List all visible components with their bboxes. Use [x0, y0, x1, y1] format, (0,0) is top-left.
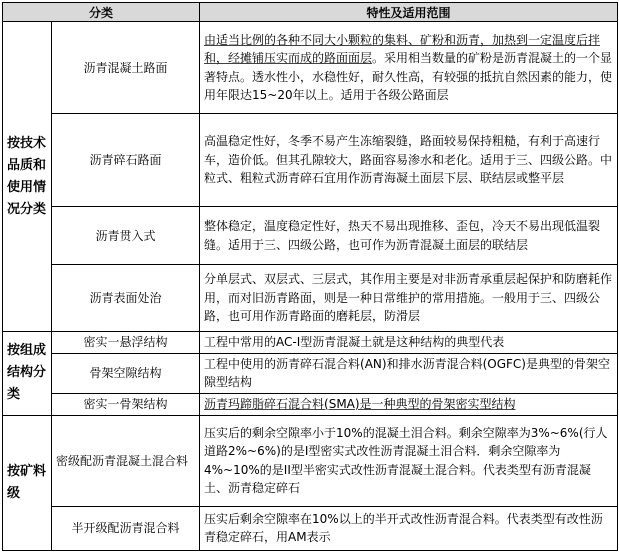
- table-row: [3, 415, 618, 506]
- row-desc: 工程中常用的AC-I型沥青混凝土就是这种结构的典型代表: [200, 332, 618, 354]
- header-category: 分类: [3, 3, 200, 22]
- row-name: 沥青混凝土路面: [52, 22, 200, 114]
- table-row: [3, 506, 618, 550]
- row-name: 沥青碎石路面: [52, 114, 200, 207]
- row-desc: [200, 22, 618, 114]
- row-name: 骨架空隙结构: [52, 353, 200, 393]
- row-desc: [200, 393, 618, 415]
- row-name: 密级配沥青混凝土混合料: [52, 415, 200, 506]
- row-desc: 压实后剩余空隙率在10%以上的半开式改性沥青混合料。代表类型有改性沥青稳定碎石，用AM表示: [200, 506, 618, 550]
- header-row: [3, 3, 618, 22]
- table-row: [3, 393, 618, 415]
- group-label-structure: 按组成结构分类: [3, 332, 52, 416]
- asphalt-classification-table: [2, 2, 618, 551]
- row-desc: 分单层式、双层式、三层式，其作用主要是对非沥青承重层起保护和防磨耗作用，而对旧沥青路面，则是一种日常维护的常用措施。一般用于三、四级公路，也可用作沥青路面的磨耗层，防滑层: [200, 265, 618, 332]
- row-desc-rest: 。采用相当数量的矿粉是沥青混凝土的一个显著特点。透水性小，水稳性好，耐久性高，有较强的抵抗自然因素的能力，使用年限达15~20年以上。适用于各级公路面层: [204, 51, 613, 102]
- table-row: [3, 114, 618, 207]
- row-name: 密实一骨架结构: [52, 393, 200, 415]
- table-row: [3, 207, 618, 265]
- table-row: [3, 22, 618, 114]
- row-desc: 高温稳定性好，冬季不易产生冻缩裂缝，路面较易保持粗糙，有利于高速行车，造价低。但其孔隙较大，路面容易渗水和老化。适用于三、四级公路。中粒式、粗粒式沥青碎石宜用作沥青海凝土面层下层、联结层或整平层: [200, 114, 618, 207]
- row-name: 沥青表面处治: [52, 265, 200, 332]
- row-name: 半开级配沥青混合料: [52, 506, 200, 550]
- row-desc: 整体稳定，温度稳定性好，热天不易出现推移、歪包，冷天不易出现低温裂缝。适用于三、四级公路，也可作为沥青混凝土面层的联结层: [200, 207, 618, 265]
- row-desc: 压实后的剩余空隙率小于10%的混凝土泪合料。剩余空隙率为3%~6%(行人道路2%~6%)的是I型密实式改性沥青混凝土泪合料．剩余空隙率为4%~10%的是II型半密实式改性沥青混凝土混合料。代表类型有沥青混凝土、沥青稳定碎石: [200, 415, 618, 506]
- group-label-gradation: 按矿料级: [3, 415, 52, 550]
- row-desc-highlight: 由适当比例的各种不同大小颗粒的集料、矿粉和沥青，加热到一定温度后拌和，经摊铺压实而成的路面面层: [204, 32, 601, 65]
- row-name: 密实一悬浮结构: [52, 332, 200, 354]
- row-desc-highlight: 沥青玛蹄脂碎石混合料(SMA)是一种典型的骨架密实型结构: [204, 396, 516, 411]
- table-row: [3, 353, 618, 393]
- header-characteristics: 特性及适用范围: [200, 3, 618, 22]
- table-row: [3, 265, 618, 332]
- row-desc: 工程中使用的沥青碎石混合料(AN)和排水沥青混合料(OGFC)是典型的骨架空隙型结构: [200, 353, 618, 393]
- group-label-quality: 按技术品质和使用情况分类: [3, 22, 52, 332]
- row-name: 沥青贯入式: [52, 207, 200, 265]
- table-row: [3, 332, 618, 354]
